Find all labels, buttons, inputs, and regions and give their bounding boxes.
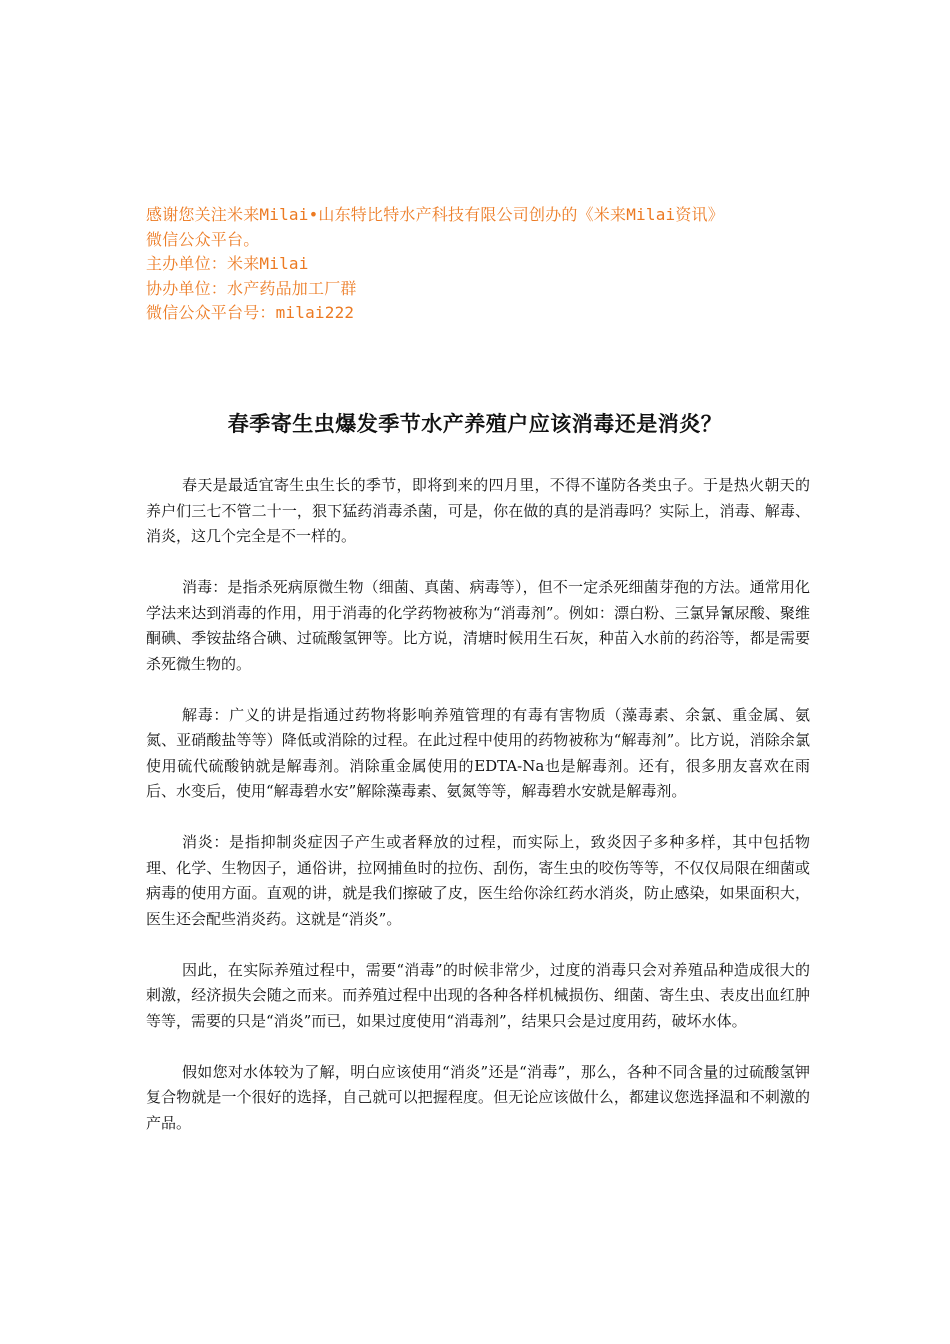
- promo-line-host: 主办单位：米来Milai: [146, 254, 309, 273]
- paragraph-disinfection: 消毒：是指杀死病原微生物（细菌、真菌、病毒等），但不一定杀死细菌芽孢的方法。通常用化学法来达到消毒的作用，用于消毒的化学药物被称为“消毒剂”。例如：漂白粉、三氯异氰尿酸、聚维酮碘、季铵盐络合碘、过硫酸氢钾等。比方说，清塘时候用生石灰，种苗入水前的药浴等，都是需要杀死微生物的。: [146, 578, 810, 673]
- promo-line-thanks: 感谢您关注米来Milai•山东特比特水产科技有限公司创办的《米来Milai资讯》: [146, 205, 724, 224]
- promo-line-platform: 微信公众平台。: [146, 229, 260, 249]
- promo-line-account-id: 微信公众平台号：milai222: [146, 303, 355, 322]
- article-title: 春季寄生虫爆发季节水产养殖户应该消毒还是消炎？: [227, 411, 723, 436]
- promo-line-co-host: 协办单位：水产药品加工厂群: [146, 278, 357, 298]
- promo-header: [146, 203, 826, 326]
- paragraph-detoxification: 解毒：广义的讲是指通过药物将影响养殖管理的有毒有害物质（藻毒素、余氯、重金属、氨氮、亚硝酸盐等等）降低或消除的过程。在此过程中使用的药物被称为“解毒剂”。比方说，消除余氯使用硫代硫酸钠就是解毒剂。消除重金属使用的EDTA-Na也是解毒剂。还有，很多朋友喜欢在雨后、水变后，使用“解毒碧水安”解除藻毒素、氨氮等等，解毒碧水安就是解毒剂。: [146, 705, 810, 800]
- paragraph-recommendation: 假如您对水体较为了解，明白应该使用“消炎”还是“消毒”，那么，各种不同含量的过硫酸氢钾复合物就是一个很好的选择，自己就可以把握程度。但无论应该做什么，都建议您选择温和不刺激的产品。: [146, 1062, 810, 1132]
- article-body: [146, 473, 810, 1162]
- paragraph-intro: 春天是最适宜寄生虫生长的季节，即将到来的四月里，不得不谨防各类虫子。于是热火朝天的养户们三七不管二十一，狠下猛药消毒杀菌，可是，你在做的真的是消毒吗？实际上，消毒、解毒、消炎，这几个完全是不一样的。: [146, 476, 810, 545]
- paragraph-conclusion: 因此，在实际养殖过程中，需要“消毒”的时候非常少，过度的消毒只会对养殖品种造成很大的刺激，经济损失会随之而来。而养殖过程中出现的各种各样机械损伤、细菌、寄生虫、表皮出血红肿等等，需要的只是“消炎”而已，如果过度使用“消毒剂”，结果只会是过度用药，破坏水体。: [146, 960, 810, 1030]
- paragraph-anti-inflammation: 消炎：是指抑制炎症因子产生或者释放的过程，而实际上，致炎因子多种多样，其中包括物理、化学、生物因子，通俗讲，拉网捕鱼时的拉伤、刮伤，寄生虫的咬伤等等，不仅仅局限在细菌或病毒的使用方面。直观的讲，就是我们擦破了皮，医生给你涂红药水消炎，防止感染，如果面积大，医生还会配些消炎药。这就是“消炎”。: [146, 833, 810, 928]
